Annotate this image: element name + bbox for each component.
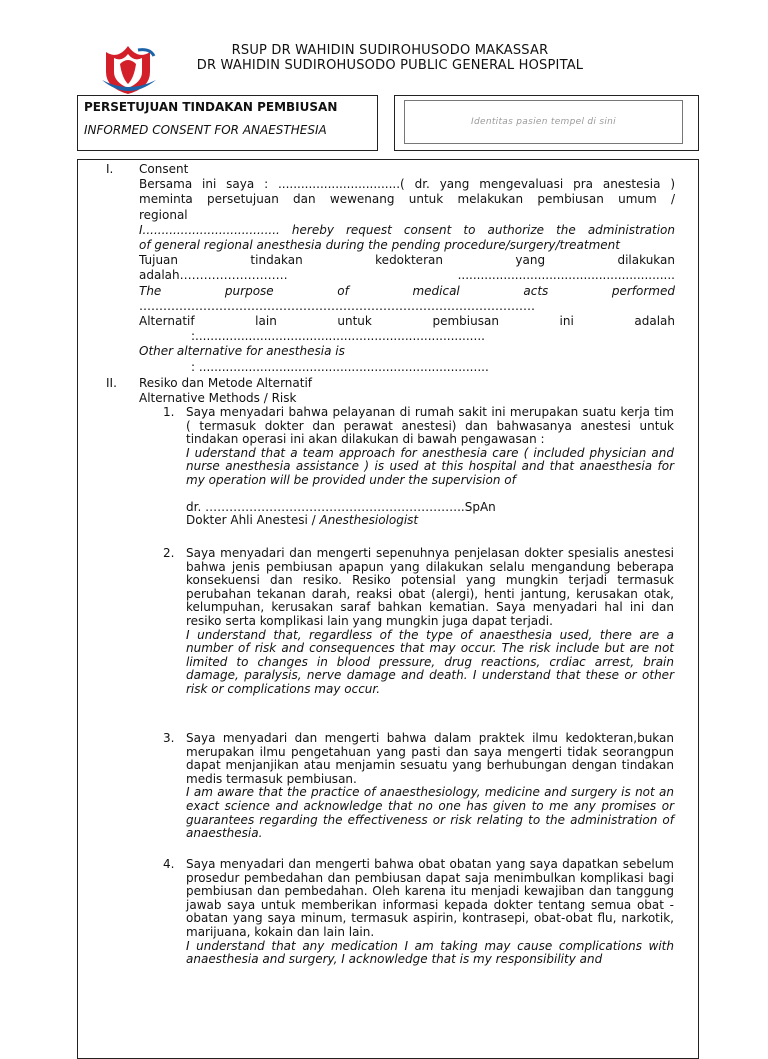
doctor-role (186, 514, 674, 528)
item-number: 3. (163, 731, 175, 745)
consent-line: meminta persetujuan dan wewenang untuk melakukan pembiusan umum / (139, 192, 675, 207)
purpose-line: Tujuan tindakan kedokteran yang dilakukan (139, 253, 675, 268)
item-number: 1. (163, 405, 175, 419)
item-number: 2. (163, 546, 175, 560)
doctor-name-line: dr. ………………………………………………………..SpAn (186, 499, 496, 514)
item-text: Saya menyadari dan mengerti bahwa obat obatan yang saya dapatkan sebelum prosedur pembedahan dan pembiusan dapat saja menimbulkan komplikasi bagi pembiusan dan pembedahan. Oleh karena itu menjadi kewajiban dan tanggung jawab saya untuk memberikan informasi kepada dokter tentang semua obat - obatan yang saya minum, termasuk aspirin, kontrasepi, obat-obat flu, narkotik, marijuana, kokain dan lain lain. (186, 857, 674, 939)
alternative-line: Alternatif lain untuk pembiusan ini adalah (139, 314, 675, 329)
section-2-heading: Resiko dan Metode Alternatif (139, 376, 313, 390)
form-title-box (77, 95, 378, 151)
form-title-en: INFORMED CONSENT FOR ANAESTHESIA (84, 123, 327, 137)
alternative-fill-line: :............................................................................ (191, 329, 485, 344)
alternative-line-en: Other alternative for anesthesia is (139, 344, 345, 359)
section-2-number: II. (106, 376, 117, 390)
item-text-en: I understand that any medication I am taking may cause complications with anaesthesia and surgery, I acknowledge that is my responsibility and (186, 938, 674, 967)
risk-item-3 (186, 732, 674, 841)
section-1-heading: Consent (139, 162, 189, 176)
section-2-heading-block (139, 376, 675, 406)
alternative-fill-line-en: : ............................................................................ (191, 359, 489, 374)
item-number: 4. (163, 857, 175, 871)
section-2-heading-en: Alternative Methods / Risk (139, 391, 297, 406)
form-title: PERSETUJUAN TINDAKAN PEMBIUSAN (84, 100, 338, 114)
item-text-en: I understand that, regardless of the type of anaesthesia used, there are a number of risk and consequences that may occur. The risk include but are not limited to changes in blood pressure, drug reactions, crdiac arrest, brain damage, paralysis, nerve damage and death. I understand that these or other risk or complications may occur. (186, 627, 674, 696)
hospital-name-en: DR WAHIDIN SUDIROHUSODO PUBLIC GENERAL HOSPITAL (196, 58, 584, 73)
patient-id-box (394, 95, 699, 151)
item-text-en: I uderstand that a team approach for anesthesia care ( included physician and nurse anesthesia assistance ) is used at this hospital and that anaesthesia for my operation will be provided under the supervision of (186, 445, 674, 487)
item-text: Saya menyadari bahwa pelayanan di rumah sakit ini merupakan suatu kerja tim ( termasuk dokter dan perawat anestesi) dan bahwasanya anestesi untuk tindakan operasi ini akan dilakukan di bawah pengawasan : (186, 405, 674, 447)
item-text-en: I am aware that the practice of anaesthesiology, medicine and surgery is not an exact science and acknowledge that no one has given to me any promises or guarantees regarding the effectiveness or risk relating to the administration of anaesthesia. (186, 785, 674, 841)
hospital-name: RSUP DR WAHIDIN SUDIROHUSODO MAKASSAR (231, 43, 549, 58)
patient-id-sticker-area[interactable]: Identitas pasien tempel di sini (404, 100, 683, 144)
risk-item-1 (186, 406, 674, 528)
purpose-fill-line-en: ……………………………………………………………………………………… (139, 298, 535, 313)
purpose-fill-line: adalah……………………… ......................................................... (139, 268, 675, 283)
risk-item-2 (186, 547, 674, 697)
item-text: Saya menyadari dan mengerti sepenuhnya penjelasan dokter spesialis anestesi bahwa jenis pembiusan apapun yang dilakukan selalu mengandung beberapa konsekuensi dan resiko. Resiko potensial yang mungkin terjadi termasuk perubahan tekanan darah, reaksi obat (alergi), henti jantung, kerusakan otak, kelumpuhan, kerusakan saraf bahkan kematian. Saya menyadari hal ini dan resiko serta komplikasi lain yang mungkin juga dapat terjadi. (186, 546, 674, 628)
section-1-number: I. (106, 162, 114, 176)
risk-item-4 (186, 858, 674, 967)
consent-line: Bersama ini saya : ................................( dr. yang mengevaluasi pra anestesia ) (139, 177, 675, 192)
section-1 (139, 162, 675, 375)
item-text: Saya menyadari dan mengerti bahwa dalam praktek ilmu kedokteran,bukan merupakan ilmu pengetahuan yang pasti dan saya mengerti tidak seorangpun dapat menjanjikan atau menjamin sesuatu yang berhubungan dengan tindakan medis termasuk pembiusan. (186, 731, 674, 786)
doctor-role-id: Dokter Ahli Anestesi / (186, 513, 316, 528)
purpose-line-en: The purpose of medical acts performed (139, 283, 675, 298)
consent-line-en: I.................................... hereby request consent to authorize the administration (139, 222, 675, 237)
consent-line-en: of general regional anesthesia during the pending procedure/surgery/treatment (139, 238, 620, 253)
doctor-role-en: Anesthesiologist (319, 513, 419, 528)
consent-line: regional (139, 207, 188, 222)
